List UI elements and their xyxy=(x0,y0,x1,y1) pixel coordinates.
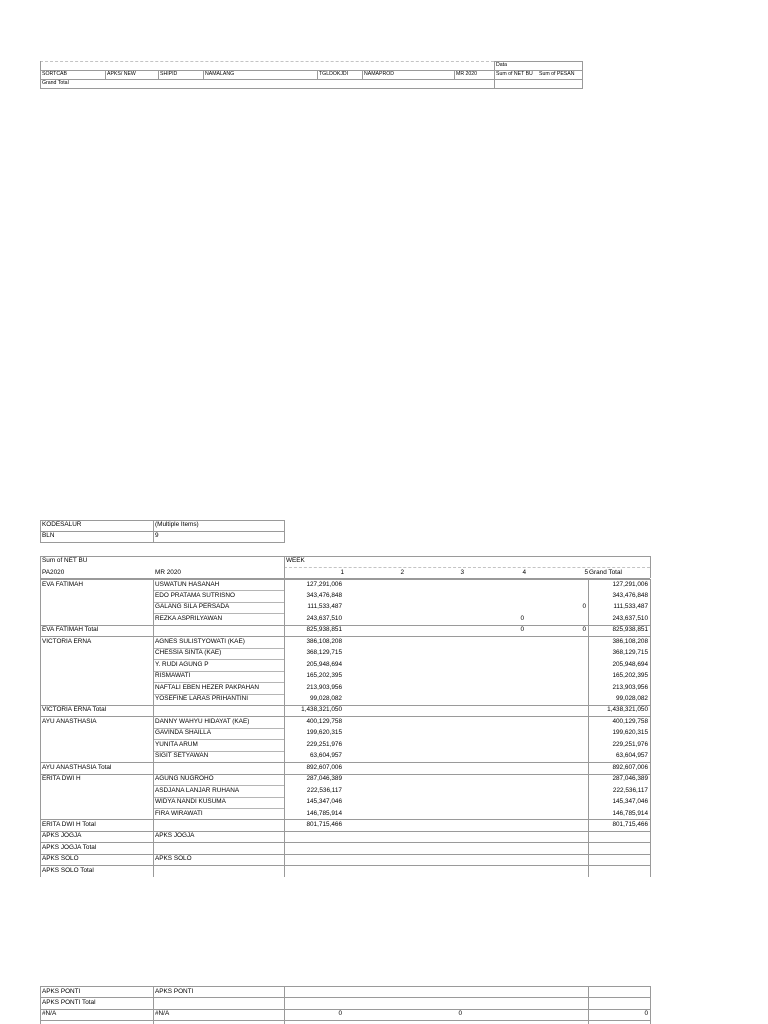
cell-g[interactable]: APKS JOGJA Total xyxy=(42,843,97,851)
cell-gt[interactable]: 892,607,006 xyxy=(612,763,648,771)
cell-g[interactable]: APKS SOLO Total xyxy=(42,866,94,874)
cell-w1[interactable]: 111,533,487 xyxy=(307,603,342,611)
cell-gt[interactable]: 146,785,914 xyxy=(612,809,648,817)
row-divider xyxy=(153,728,284,729)
header-shipid[interactable]: SHIPID xyxy=(160,71,178,77)
cell-w1[interactable]: 386,108,208 xyxy=(306,637,342,645)
row-divider xyxy=(40,716,650,717)
cell-n[interactable]: APKS PONTI xyxy=(155,987,194,995)
cell-gt[interactable]: 243,637,510 xyxy=(612,614,648,622)
row-divider xyxy=(40,842,650,843)
cell-n[interactable]: REZKA ASPRILYAWAN xyxy=(155,614,223,622)
header-sum-pesan[interactable]: Sum of PESAN xyxy=(539,71,575,77)
cell-n[interactable]: YUNITA ARUM xyxy=(155,740,198,748)
cell-gt[interactable]: 99,028,082 xyxy=(616,695,648,702)
cell-gt[interactable]: 145,347,046 xyxy=(612,798,648,806)
cell-w1[interactable]: 825,938,851 xyxy=(306,626,342,634)
grand-total-header: Grand Total xyxy=(589,569,622,576)
filter-label-bln: BLN xyxy=(42,532,55,539)
cell-g[interactable]: ERITA DWI H xyxy=(42,775,81,783)
cell-n[interactable]: SIGIT SETYAWAN xyxy=(155,752,209,760)
week-field[interactable]: WEEK xyxy=(286,557,305,564)
cell-n[interactable]: DANNY WAHYU HIDAYAT (KAE) xyxy=(155,717,250,725)
cell-w5[interactable]: 0 xyxy=(582,626,586,634)
week-header-1: 1 xyxy=(340,569,344,576)
grand-total-label: Grand Total xyxy=(42,80,69,86)
cell-n[interactable]: NAFTALI EBEN HEZER PAKPAHAN xyxy=(155,683,260,691)
header-mr-2020[interactable]: MR 2020 xyxy=(456,71,478,77)
cell-gt[interactable]: 287,046,389 xyxy=(612,775,648,783)
cell-gt[interactable]: 111,533,487 xyxy=(613,603,648,611)
row-divider xyxy=(153,797,284,798)
row-divider xyxy=(40,819,650,820)
cell-w1[interactable]: 127,291,006 xyxy=(306,580,342,588)
row-divider xyxy=(153,590,284,591)
cell-w1[interactable]: 343,476,848 xyxy=(306,591,342,599)
cell-n[interactable]: GAVINDA SHAILLA xyxy=(155,729,211,737)
row-divider xyxy=(153,694,284,695)
cell-g[interactable]: VICTORIA ERNA xyxy=(42,637,92,645)
week-header-3: 3 xyxy=(460,569,464,576)
cell-n[interactable]: AGUNG NUGROHO xyxy=(155,775,214,783)
cell-w5[interactable]: 0 xyxy=(582,603,586,611)
cell-g[interactable]: EVA FATIMAH xyxy=(42,580,83,588)
filter-value-kodesalur[interactable]: (Multiple Items) xyxy=(155,521,199,528)
cell-w1[interactable]: 145,347,046 xyxy=(306,798,342,806)
row-divider xyxy=(40,1020,650,1021)
cell-n[interactable]: AGNES SULISTYOWATI (KAE) xyxy=(155,637,245,645)
header-sum-net-bu[interactable]: Sum of NET BU xyxy=(496,71,533,77)
column-divider xyxy=(588,579,589,877)
cell-g[interactable]: APKS SOLO xyxy=(42,855,79,863)
cell-g[interactable]: ERITA DWI H Total xyxy=(42,820,96,828)
cell-gt[interactable]: 825,938,851 xyxy=(612,626,648,634)
cell-n[interactable]: YOSEFINE LARAS PRIHANTINI xyxy=(155,695,249,702)
row-divider xyxy=(40,625,650,626)
measure-label: Sum of NET BU xyxy=(42,557,88,564)
row-divider xyxy=(153,682,284,683)
header-namaprod[interactable]: NAMAPROD xyxy=(364,71,394,77)
cell-n[interactable]: GALANG SILA PERSADA xyxy=(155,603,230,611)
row-divider xyxy=(153,751,284,752)
row-divider xyxy=(153,602,284,603)
cell-gt[interactable]: 205,948,694 xyxy=(612,660,648,668)
cell-n[interactable]: CHESSIA SINTA (KAE) xyxy=(155,649,222,657)
row-divider xyxy=(40,865,650,866)
row-divider xyxy=(153,739,284,740)
cell-w1[interactable]: 400,129,758 xyxy=(306,717,342,725)
row-divider xyxy=(153,671,284,672)
column-divider xyxy=(284,579,285,877)
cell-n[interactable]: EDO PRATAMA SUTRISNO xyxy=(155,591,236,599)
cell-gt[interactable]: 63,604,957 xyxy=(616,752,648,760)
cell-w1[interactable]: 0 xyxy=(338,1010,342,1018)
row-divider xyxy=(153,659,284,660)
cell-w1[interactable]: 801,715,466 xyxy=(306,820,342,828)
cell-w1[interactable]: 892,607,006 xyxy=(306,763,342,771)
cell-gt[interactable]: 0 xyxy=(644,1010,648,1018)
row-divider xyxy=(153,785,284,786)
week-header-5: 5 xyxy=(584,569,588,576)
cell-g[interactable]: AYU ANASTHASIA xyxy=(42,717,97,725)
cell-gt[interactable]: 343,476,848 xyxy=(612,591,648,599)
cell-gt[interactable]: 127,291,006 xyxy=(612,580,648,588)
cell-n[interactable]: Y. RUDI AGUNG P xyxy=(155,660,209,668)
row-divider xyxy=(40,986,650,987)
cell-w1[interactable]: 146,785,914 xyxy=(306,809,342,817)
cell-n[interactable]: ASDJANA LANJAR RUHANA xyxy=(155,786,240,794)
cell-w4[interactable]: 0 xyxy=(520,626,524,634)
cell-g[interactable]: APKS PONTI xyxy=(42,987,81,995)
cell-g[interactable]: AYU ANASTHASIA Total xyxy=(42,763,112,771)
cell-n[interactable]: APKS SOLO xyxy=(155,855,192,863)
cell-w1[interactable]: 287,046,389 xyxy=(306,775,342,783)
column-divider xyxy=(40,579,41,877)
row-divider xyxy=(153,613,284,614)
column-divider xyxy=(153,579,154,877)
cell-gt[interactable]: 222,536,117 xyxy=(612,786,648,794)
cell-n[interactable]: FIRA WIRAWATI xyxy=(155,809,203,817)
cell-g[interactable]: #N/A xyxy=(42,1010,57,1018)
row-divider xyxy=(40,774,650,775)
row-divider xyxy=(40,831,650,832)
column-divider xyxy=(588,986,589,1024)
column-divider xyxy=(153,986,154,1024)
column-divider xyxy=(40,986,41,1024)
header-apks-new[interactable]: APKS/ NEW xyxy=(107,71,136,77)
filter-label-kodesalur: KODESALUR xyxy=(42,521,82,528)
cell-w1[interactable]: 368,129,715 xyxy=(306,649,342,657)
row-divider xyxy=(40,705,650,706)
cell-gt[interactable]: 165,202,395 xyxy=(612,672,648,680)
filter-value-bln[interactable]: 9 xyxy=(155,532,159,539)
week-header-2: 2 xyxy=(400,569,404,576)
cell-gt[interactable]: 229,251,976 xyxy=(612,740,648,748)
row-divider xyxy=(153,648,284,649)
header-namalang[interactable]: NAMALANG xyxy=(205,71,235,77)
cell-g[interactable]: APKS PONTI Total xyxy=(42,998,96,1006)
week-header-4: 4 xyxy=(522,569,526,576)
cell-n[interactable]: #N/A xyxy=(155,1010,170,1018)
cell-gt[interactable]: 368,129,715 xyxy=(612,649,648,657)
row-divider xyxy=(40,579,650,580)
row-divider xyxy=(40,997,650,998)
cell-w1[interactable]: 165,202,395 xyxy=(306,672,342,680)
cell-w1[interactable]: 205,948,694 xyxy=(306,660,342,668)
cell-n[interactable]: USWATUN HASANAH xyxy=(155,580,220,588)
cell-g[interactable]: EVA FATIMAH Total xyxy=(42,626,99,634)
cell-g[interactable]: VICTORIA ERNA Total xyxy=(42,706,107,714)
data-label: Data xyxy=(496,62,507,68)
cell-w1[interactable]: 63,604,957 xyxy=(310,752,342,760)
row-divider xyxy=(40,762,650,763)
column-divider xyxy=(650,579,651,877)
cell-gt[interactable]: 386,108,208 xyxy=(612,637,648,645)
cell-w1[interactable]: 229,251,976 xyxy=(306,740,342,748)
cell-w1[interactable]: 199,620,315 xyxy=(306,729,342,737)
cell-gt[interactable]: 213,903,956 xyxy=(612,683,648,691)
header-tgldokjdi[interactable]: TGLDOKJDI xyxy=(319,71,349,77)
row-divider xyxy=(40,1009,650,1010)
cell-gt[interactable]: 801,715,466 xyxy=(612,820,648,828)
cell-w1[interactable]: 99,028,082 xyxy=(310,695,342,702)
cell-gt[interactable]: 1,438,321,050 xyxy=(607,706,648,714)
header-sortcab[interactable]: SORTCAB xyxy=(42,71,67,77)
cell-n[interactable]: WIDYA NANDI KUSUMA xyxy=(155,798,226,806)
cell-n[interactable]: RISMAWATI xyxy=(155,672,191,680)
cell-w1[interactable]: 243,637,510 xyxy=(306,614,342,622)
row-divider xyxy=(153,808,284,809)
cell-g[interactable]: APKS JOGJA xyxy=(42,832,82,840)
column-divider xyxy=(650,986,651,1024)
cell-w3[interactable]: 0 xyxy=(458,1010,462,1018)
row-divider xyxy=(40,854,650,855)
column-divider xyxy=(284,986,285,1024)
row-field-pa2020[interactable]: PA2020 xyxy=(42,569,65,576)
cell-w1[interactable]: 213,903,956 xyxy=(306,683,342,691)
cell-w1[interactable]: 1,438,321,050 xyxy=(301,706,342,714)
cell-n[interactable]: APKS JOGJA xyxy=(155,832,195,840)
cell-gt[interactable]: 400,129,758 xyxy=(612,717,648,725)
row-divider xyxy=(40,636,650,637)
cell-gt[interactable]: 199,620,315 xyxy=(612,729,648,737)
cell-w4[interactable]: 0 xyxy=(520,614,524,622)
cell-w1[interactable]: 222,536,117 xyxy=(306,786,342,794)
row-field-mr2020[interactable]: MR 2020 xyxy=(155,569,181,576)
